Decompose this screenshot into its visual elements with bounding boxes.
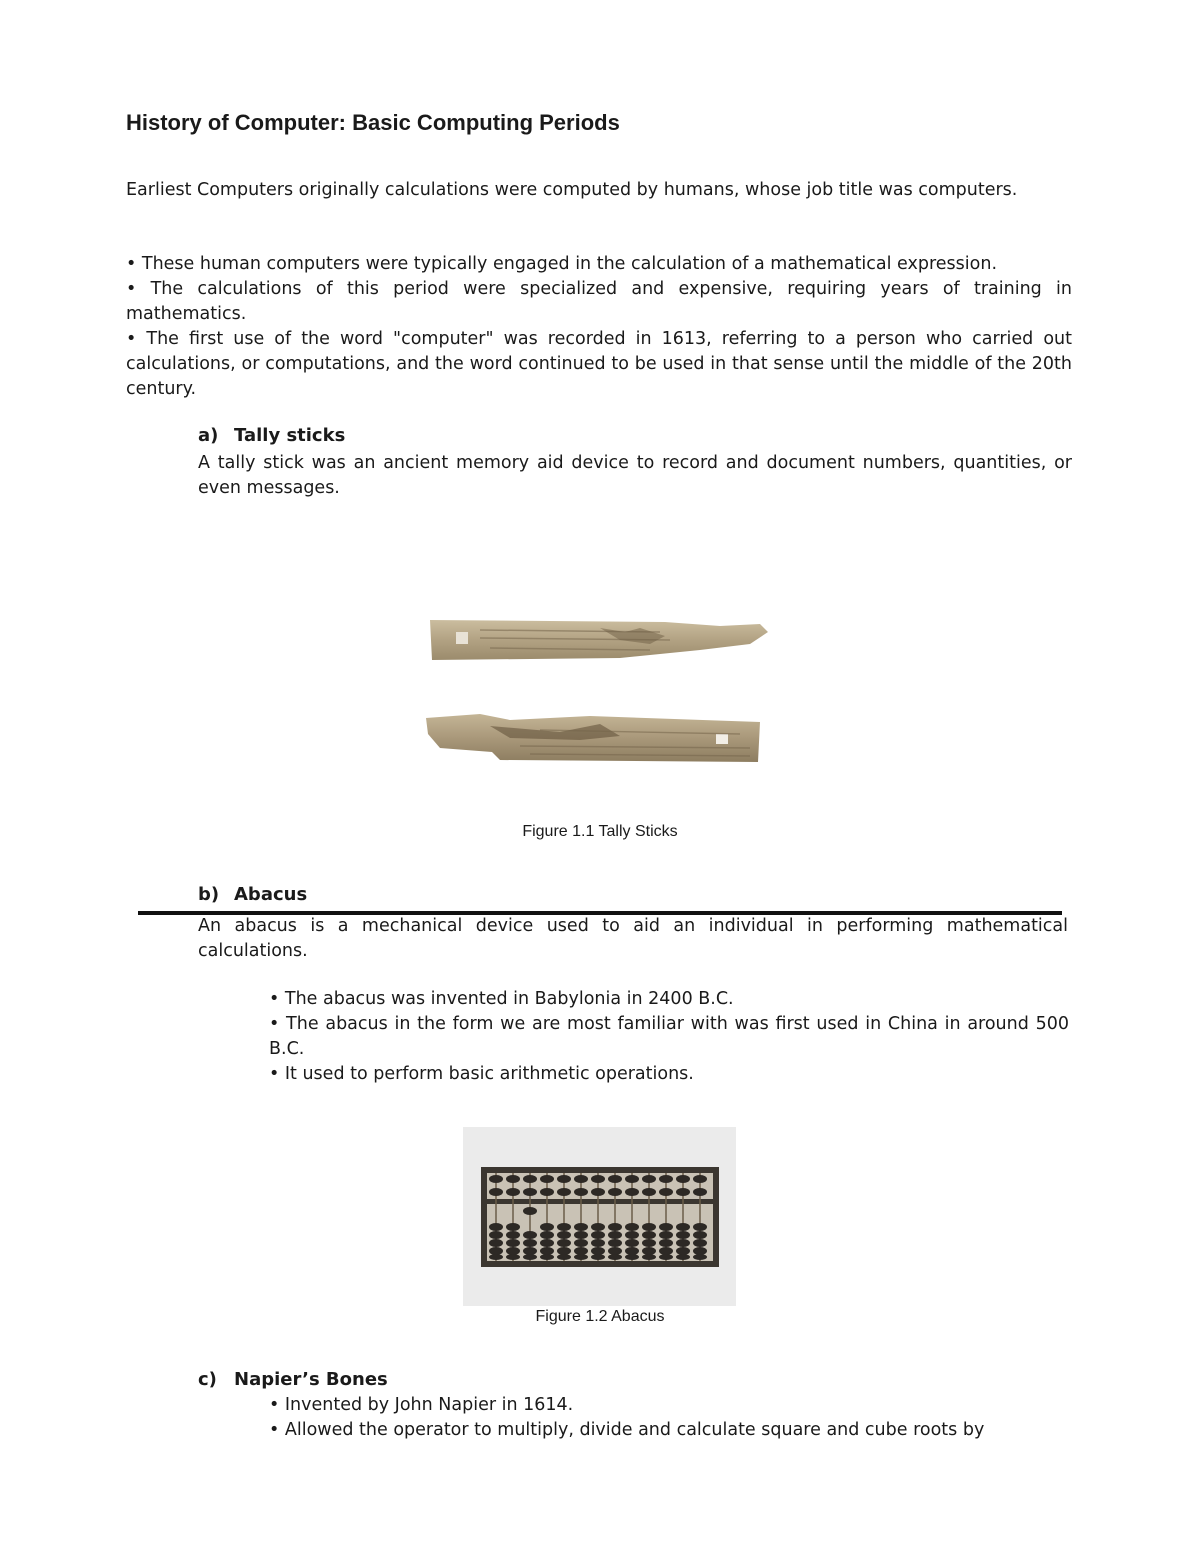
list-item: • These human computers were typically engaged in the calculation of a mathematical expression. (126, 254, 998, 274)
list-item: • The first use of the word "computer" was recorded in 1613, referring to a person who carried out calculations, or computations, and the word continued to be used in that sense until the middle of the 20th century. (126, 329, 1072, 399)
section-title: Abacus (234, 884, 308, 905)
intro-paragraph: Earliest Computers originally calculations were computed by humans, whose job title was computers. (126, 180, 1018, 200)
section-heading-napier (198, 1369, 388, 1390)
list-item: • Invented by John Napier in 1614. (269, 1395, 574, 1415)
tally-description: A tally stick was an ancient memory aid device to record and document numbers, quantities, or even messages. (198, 453, 1072, 498)
section-title: Tally sticks (234, 425, 346, 446)
section-title: Napier’s Bones (234, 1369, 388, 1390)
list-item: • Allowed the operator to multiply, divide and calculate square and cube roots by (269, 1420, 985, 1440)
abacus-image (463, 1127, 736, 1306)
abacus-caption: Figure 1.2 Abacus (535, 1308, 665, 1325)
tally-caption: Figure 1.1 Tally Sticks (522, 823, 678, 840)
list-item: • The abacus in the form we are most familiar with was first used in China in around 500 B.C. (269, 1014, 1069, 1059)
abacus-bullet-list (269, 987, 1069, 1087)
section-heading-abacus (198, 884, 307, 905)
tally-sticks-image (420, 610, 780, 780)
list-item: • The abacus was invented in Babylonia in 2400 B.C. (269, 989, 734, 1009)
document-title: History of Computer: Basic Computing Periods (126, 110, 620, 135)
section-heading-tally (198, 425, 345, 446)
section-letter: a) (198, 425, 219, 446)
list-item: • The calculations of this period were specialized and expensive, requiring years of training in mathematics. (126, 279, 1072, 324)
intro-bullet-list (126, 252, 1072, 402)
napier-bullet-list (269, 1393, 1072, 1443)
section-letter: c) (198, 1369, 217, 1390)
list-item: • It used to perform basic arithmetic operations. (269, 1064, 694, 1084)
abacus-description: An abacus is a mechanical device used to aid an individual in performing mathematical calculations. (198, 916, 1068, 961)
section-letter: b) (198, 884, 220, 905)
